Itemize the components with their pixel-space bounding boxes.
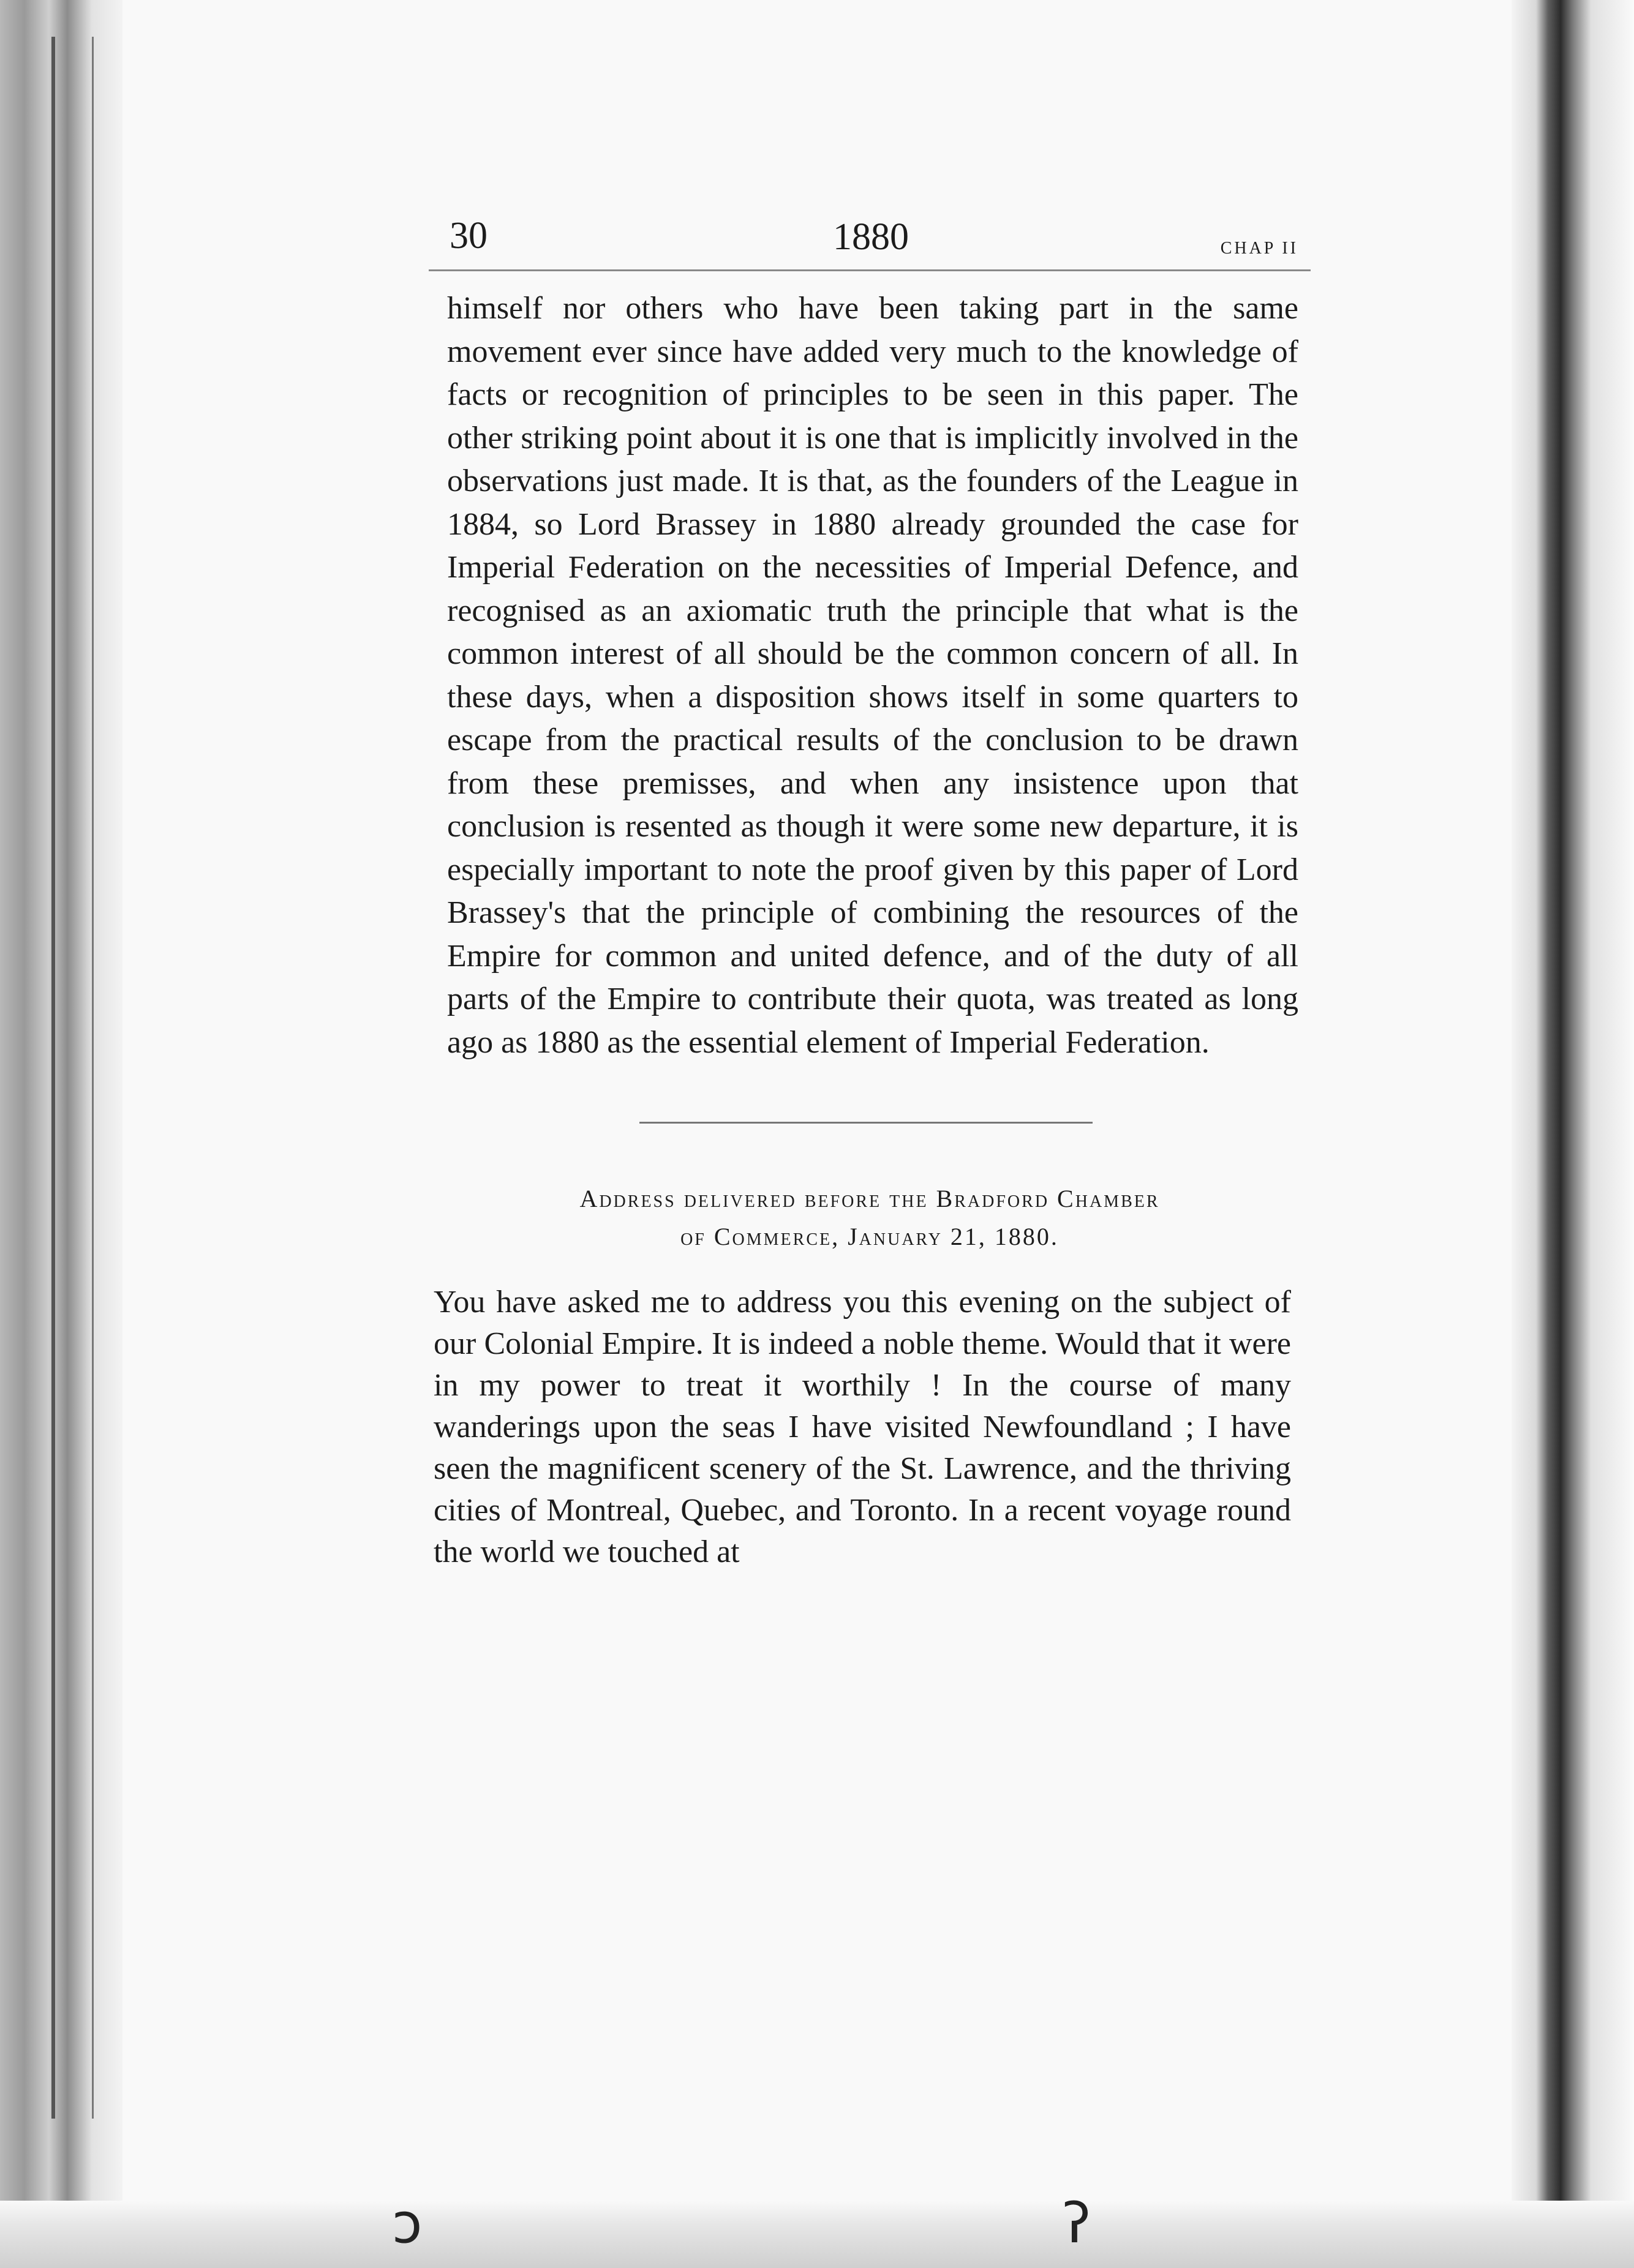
page-edge-right [1512, 0, 1634, 2268]
scan-mark: ʔ [1063, 2191, 1091, 2256]
binding-line [92, 37, 94, 2119]
binding-gutter [0, 0, 122, 2268]
page-edge-bottom [0, 2201, 1634, 2268]
address-paragraph: You have asked me to address you this evening on the subject of our Colonial Empire. It is indeed a noble theme. Would that it were in my power to treat it worthily ! In the course of many wanderings upon the seas I have visited Newfoundland ; I have seen the magnificent scenery of the St. Lawrence, and the thriving cities of Montreal, Quebec, and Toronto. In a recent voyage round the world we touched at [434, 1285, 1291, 1569]
binding-line [51, 37, 55, 2119]
book-page [429, 202, 1311, 1605]
chapter-label: CHAP II [1220, 239, 1298, 258]
running-head [429, 202, 1311, 271]
page-year: 1880 [833, 216, 909, 258]
address-heading [429, 1180, 1311, 1256]
body-paragraph: himself nor others who have been taking part in the same movement ever since have added very much to the knowledge of facts or recognition of principles to be seen in this paper. The other striking point about it is one that is implicitly involved in the observations just made. It is that, as the founders of the League in 1884, so Lord Brassey in 1880 already grounded the case for Imperial Federation on the necessities of Imperial Defence, and recognised as an axiomatic truth the principle that what is the common interest of all should be the common concern of all. In these days, when a disposition shows itself in some quarters to escape from the practical results of the conclusion to be drawn from these premisses, and when any insistence upon that conclusion is resented as though it were some new departure, it is especially important to note the proof given by this paper of Lord Brassey's that the principle of combining the resources of the Empire for common and united defence, and of the duty of all parts of the Empire to contribute their quota, was treated as long ago as 1880 as the essential element of Imperial Federation. [447, 291, 1298, 1060]
address-heading-line: Address delivered before the Bradford Chamber [579, 1185, 1160, 1212]
page-number: 30 [450, 215, 488, 257]
scan-mark: ɔ [392, 2191, 423, 2256]
section-divider [639, 1122, 1093, 1124]
address-heading-line: of Commerce, January 21, 1880. [680, 1223, 1059, 1250]
